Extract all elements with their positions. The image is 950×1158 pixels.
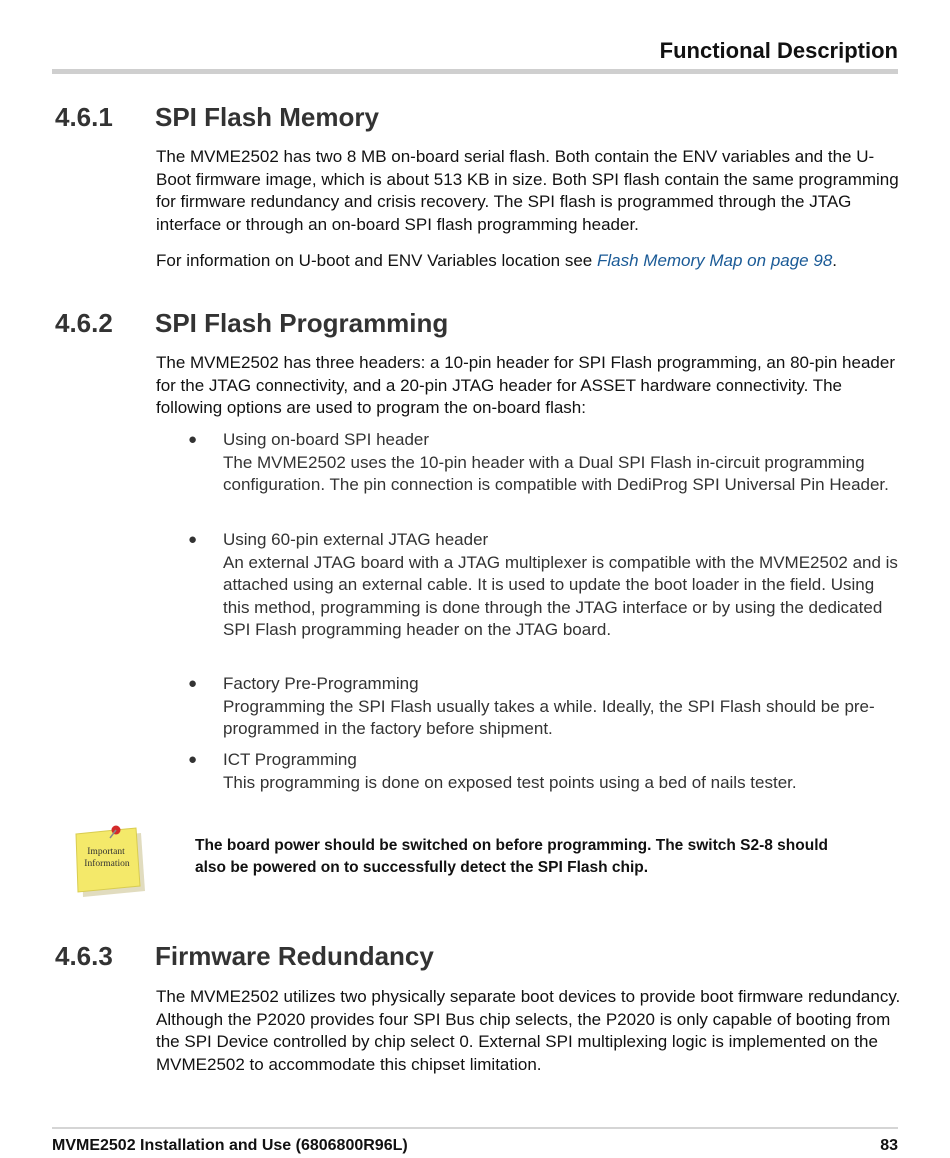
list-item-body: Programming the SPI Flash usually takes a while. Ideally, the SPI Flash should be pre-programmed in the factory before shipment. (223, 696, 875, 738)
list-item-title: Using on-board SPI header (223, 430, 430, 449)
paragraph-info-reference (156, 250, 901, 273)
list-item-body: The MVME2502 uses the 10-pin header with a Dual SPI Flash in-circuit programming configuration. The pin connection is compatible with DediProg SPI Universal Pin Header. (223, 452, 889, 494)
section-title: Firmware Redundancy (155, 941, 434, 971)
list-item (223, 429, 903, 497)
page-header-title: Functional Description (659, 38, 898, 63)
bullet-marker: ● (188, 751, 198, 768)
page-number: 83 (880, 1137, 898, 1154)
note-icon-label-line2: Information (84, 859, 130, 869)
list-item-title: Using 60-pin external JTAG header (223, 530, 489, 549)
header-divider (52, 69, 898, 74)
section-number: 4.6.2 (55, 308, 113, 338)
footer-divider (52, 1127, 898, 1129)
list-item-body: An external JTAG board with a JTAG multiplexer is compatible with the MVME2502 and is attached using an external cable. It is used to update the boot loader in the field. Using this method, programming is done through the JTAG interface or by using the dedicated SPI Flash programming header on the JTAG board. (223, 552, 898, 639)
list-item (223, 673, 903, 741)
section-title: SPI Flash Memory (155, 102, 379, 132)
info-prefix: For information on U-boot and ENV Variables location see (156, 251, 597, 270)
list-item (223, 749, 903, 794)
info-suffix: . (832, 251, 838, 270)
bullet-marker: ● (188, 431, 198, 448)
list-item-title: ICT Programming (223, 750, 357, 769)
section-number: 4.6.1 (55, 102, 113, 132)
bullet-marker: ● (188, 531, 198, 548)
flash-memory-map-link[interactable]: Flash Memory Map on page 98 (596, 251, 833, 270)
list-item-title: Factory Pre-Programming (223, 674, 419, 693)
paragraph-spi-flash-programming-intro: The MVME2502 has three headers: a 10-pin header for SPI Flash programming, an 80-pin header for the JTAG connectivity, and a 20-pin JTAG header for ASSET hardware connectivity. The following options are used to program the on-board flash: (156, 353, 895, 417)
section-title: SPI Flash Programming (155, 308, 449, 338)
bullet-marker: ● (188, 675, 198, 692)
important-note-text: The board power should be switched on before programming. The switch S2-8 should also be powered on to successfully detect the SPI Flash chip. (195, 837, 828, 876)
important-information-note-icon (70, 822, 150, 900)
paragraph-spi-flash-memory: The MVME2502 has two 8 MB on-board serial flash. Both contain the ENV variables and the U-Boot firmware image, which is about 513 KB in size. Both SPI flash contain the same programming for firmware redundancy and crisis recovery. The SPI flash is programmed through the JTAG interface or through an on-board SPI flash programming header. (156, 147, 899, 234)
list-item-body: This programming is done on exposed test points using a bed of nails tester. (223, 772, 797, 792)
footer-document-title: MVME2502 Installation and Use (6806800R96L) (52, 1137, 408, 1154)
note-icon-label-line1: Important (87, 847, 125, 857)
section-number: 4.6.3 (55, 941, 113, 971)
list-item (223, 529, 903, 642)
paragraph-firmware-redundancy: The MVME2502 utilizes two physically separate boot devices to provide boot firmware redundancy. Although the P2020 provides four SPI Bus chip selects, the P2020 is only capable of booting from the SPI Device controlled by chip select 0. External SPI multiplexing logic is implemented on the MVME2502 to accommodate this chipset limitation. (156, 987, 901, 1074)
